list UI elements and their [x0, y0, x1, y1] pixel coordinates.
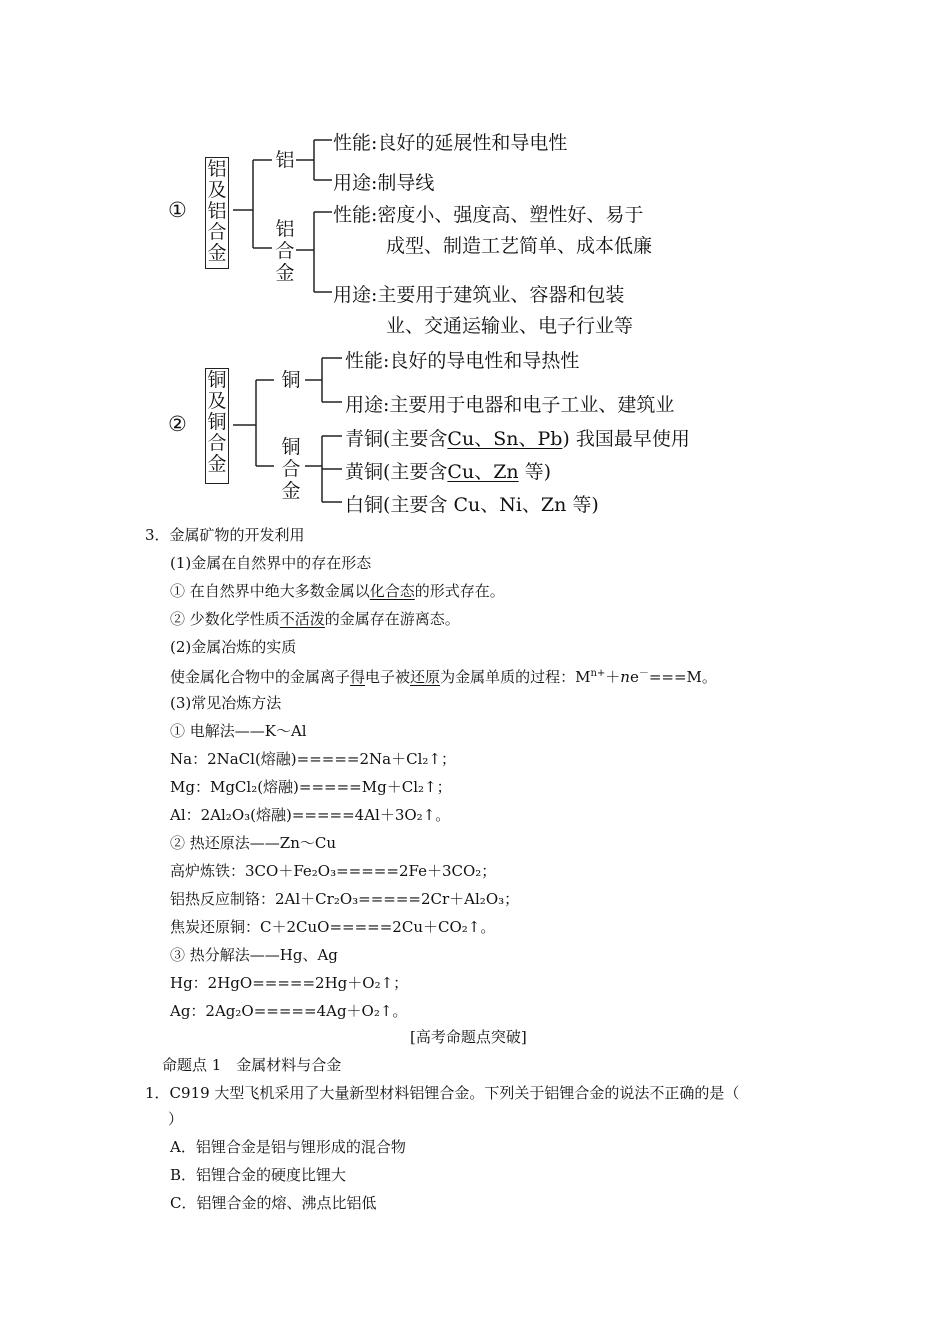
al-alloy-property-value-2: 成型、制造工艺简单、成本低廉: [386, 235, 653, 257]
p1a-text-a: ① 在自然界中绝大多数金属以: [170, 582, 370, 600]
copper-root-label: 铜及铜合金: [205, 368, 229, 484]
p2a-text-a: 使金属化合物中的金属离子: [170, 668, 351, 686]
topic-heading: 命题点 1 金属材料与合金: [162, 1056, 342, 1074]
al-alloy-property-key: 性能:: [333, 204, 378, 226]
brass-item: [345, 457, 551, 484]
al-property-value: 良好的延展性和导电性: [377, 132, 568, 154]
method-1-mg: Mg：MgCl₂(熔融)=====Mg＋Cl₂↑；: [170, 778, 452, 796]
cu-use: [345, 390, 674, 417]
eq-sup: n+: [590, 668, 606, 679]
option-b: B．铝锂合金的硬度比锂大: [170, 1166, 347, 1184]
cu-property: [345, 346, 579, 373]
question-1: 1．C919 大型飞机采用了大量新型材料铝锂合金。下列关于铝锂合金的说法不正确的是（: [145, 1084, 740, 1102]
al-alloy-property: [333, 200, 643, 227]
aluminum-alloy-label: 铝合金: [275, 218, 295, 284]
method-2-fe: 高炉炼铁：3CO＋Fe₂O₃=====2Fe＋3CO₂；: [170, 862, 497, 880]
option-a: A．铝锂合金是铝与锂形成的混合物: [170, 1138, 406, 1156]
aluminum-root-label: 铝及铝合金: [205, 157, 229, 269]
subsection-2: (2)金属冶炼的实质: [170, 638, 297, 656]
aluminum-label: 铝: [275, 149, 295, 171]
cu-property-key: 性能:: [345, 350, 390, 372]
bronze-text-underlined: Cu、Sn、Pb: [447, 428, 563, 450]
option-c: C．铝锂合金的熔、沸点比铝低: [170, 1194, 377, 1212]
brass-text-b: 等): [518, 461, 552, 483]
p1b-text-b: 的金属存在游离态。: [324, 610, 460, 628]
section-3-heading: 3．金属矿物的开发利用: [145, 526, 305, 544]
subsection-1-b: [170, 608, 460, 629]
al-alloy-use-value-1: 主要用于建筑业、容器和包装: [377, 284, 625, 306]
brass-text-a: 黄铜(主要含: [345, 461, 448, 483]
cu-use-value: 主要用于电器和电子工业、建筑业: [389, 394, 675, 416]
subsection-2-a: [170, 664, 717, 687]
method-1-na: Na：2NaCl(熔融)=====2Na＋Cl₂↑；: [170, 750, 456, 768]
subsection-1: (1)金属在自然界中的存在形态: [170, 554, 372, 572]
eq-plus: ＋: [605, 668, 621, 686]
eq-e: e: [629, 668, 639, 686]
copper-label: 铜: [281, 369, 301, 391]
al-alloy-use: [333, 280, 624, 307]
subsection-1-a: [170, 580, 505, 601]
eq-rest: ===M。: [648, 668, 717, 686]
method-1-al: Al：2Al₂O₃(熔融)=====4Al＋3O₂↑。: [170, 806, 451, 824]
question-1-paren: ）: [168, 1110, 184, 1128]
al-property: [333, 128, 567, 155]
al-alloy-use-key: 用途:: [333, 284, 378, 306]
p1b-text-a: ② 少数化学性质: [170, 610, 280, 628]
method-3-ag: Ag：2Ag₂O=====4Ag＋O₂↑。: [170, 1002, 408, 1020]
brass-text-underlined: Cu、Zn: [447, 461, 519, 483]
bronze-text-b: ) 我国最早使用: [562, 428, 690, 450]
al-alloy-use-value-2: 业、交通运输业、电子行业等: [386, 315, 634, 337]
al-use-key: 用途:: [333, 172, 378, 194]
copper-alloy-label: 铜合金: [281, 436, 301, 502]
subsection-3: (3)常见冶炼方法: [170, 694, 282, 712]
p1b-underlined: 不活泼: [279, 610, 325, 628]
diagram-number-2: ②: [168, 412, 187, 436]
method-2-cu: 焦炭还原铜：C＋2CuO=====2Cu＋CO₂↑。: [170, 918, 496, 936]
method-2-cr: 铝热反应制铬：2Al＋Cr₂O₃=====2Cr＋Al₂O₃；: [170, 890, 520, 908]
p2a-underlined-1: 得: [350, 668, 366, 686]
eq-sup2: －: [638, 668, 649, 679]
diagram-number-1: ①: [168, 198, 187, 222]
p1a-text-b: 的形式存在。: [414, 582, 505, 600]
p2a-underlined-2: 还原: [410, 668, 441, 686]
al-property-key: 性能:: [333, 132, 378, 154]
cu-property-value: 良好的导电性和导热性: [389, 350, 580, 372]
method-2: ② 热还原法——Zn～Cu: [170, 834, 336, 852]
eq-m: M: [575, 668, 591, 686]
bronze-text-a: 青铜(主要含: [345, 428, 448, 450]
eq-n: n: [620, 668, 630, 686]
p1a-underlined: 化合态: [369, 582, 415, 600]
al-alloy-property-value-1: 密度小、强度高、塑性好、易于: [377, 204, 644, 226]
method-1: ① 电解法——K～Al: [170, 722, 307, 740]
al-use: [333, 168, 434, 195]
cu-use-key: 用途:: [345, 394, 390, 416]
method-3-hg: Hg：2HgO=====2Hg＋O₂↑；: [170, 974, 409, 992]
method-3: ③ 热分解法——Hg、Ag: [170, 946, 338, 964]
white-copper-item: 白铜(主要含 Cu、Ni、Zn 等): [345, 494, 599, 516]
p2a-text-b: 电子被: [365, 668, 411, 686]
bronze-item: [345, 424, 690, 451]
section-banner: [高考命题点突破]: [410, 1028, 527, 1046]
al-use-value: 制导线: [377, 172, 435, 194]
p2a-text-c: 为金属单质的过程：: [440, 668, 576, 686]
